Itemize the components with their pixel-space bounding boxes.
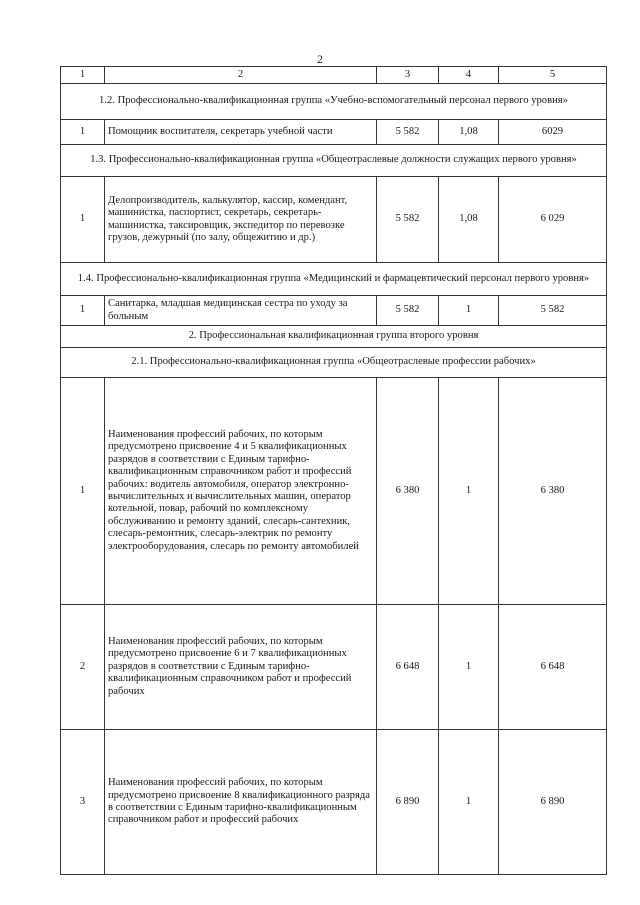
coefficient: 1 xyxy=(439,378,499,605)
row-number: 2 xyxy=(61,605,105,730)
coefficient: 1,08 xyxy=(439,177,499,263)
row-description: Наименования профессий рабочих, по которым предусмотрено присвоение 4 и 5 квалификационных разрядов в соответствии с Единым тарифно-квалификационным справочником работ и профессий рабочих: водитель автомобиля, оператор электронно-вычислительных и вычислительных машин, оператор котельной, повар, рабочий по комплексному обслуживанию и ремонту зданий, слесарь-сантехник, слесарь-ремонтник, слесарь-электрик по ремонту электрооборудования, слесарь по ремонту автомобилей xyxy=(105,378,377,605)
salary-total: 6 029 xyxy=(499,177,607,263)
coefficient: 1 xyxy=(439,730,499,875)
row-number: 1 xyxy=(61,378,105,605)
table-row xyxy=(61,296,607,326)
column-header: 2 xyxy=(105,67,377,84)
page-number: 2 xyxy=(317,52,323,66)
base-salary: 6 380 xyxy=(377,378,439,605)
coefficient: 1,08 xyxy=(439,120,499,145)
group-title-row xyxy=(61,263,607,296)
coefficient: 1 xyxy=(439,296,499,326)
row-number: 1 xyxy=(61,296,105,326)
salary-total: 5 582 xyxy=(499,296,607,326)
row-description: Санитарка, младшая медицинская сестра по уходу за больным xyxy=(105,296,377,326)
column-header: 3 xyxy=(377,67,439,84)
table-row xyxy=(61,120,607,145)
group-title-row xyxy=(61,84,607,120)
column-header: 1 xyxy=(61,67,105,84)
base-salary: 5 582 xyxy=(377,177,439,263)
base-salary: 5 582 xyxy=(377,120,439,145)
salary-total: 6029 xyxy=(499,120,607,145)
row-number: 1 xyxy=(61,120,105,145)
table-row xyxy=(61,730,607,875)
group-title: 1.4. Профессионально-квалификационная группа «Медицинский и фармацевтический персонал первого уровня» xyxy=(61,263,607,296)
column-header: 5 xyxy=(499,67,607,84)
coefficient: 1 xyxy=(439,605,499,730)
row-description: Наименования профессий рабочих, по которым предусмотрено присвоение 8 квалификационного разряда в соответствии с Единым тарифно-квалификационным справочником работ и профессий рабочих xyxy=(105,730,377,875)
salary-total: 6 890 xyxy=(499,730,607,875)
table-row xyxy=(61,177,607,263)
group-title-row xyxy=(61,348,607,378)
section-title: 2. Профессиональная квалификационная группа второго уровня xyxy=(61,326,607,348)
column-header: 4 xyxy=(439,67,499,84)
group-title-row xyxy=(61,145,607,177)
row-description: Делопроизводитель, калькулятор, кассир, комендант, машинистка, паспортист, секретарь, секретарь-машинистка, таксировщик, экспедитор по перевозке грузов, дежурный (по залу, общежитию и др.) xyxy=(105,177,377,263)
row-number: 3 xyxy=(61,730,105,875)
row-description: Наименования профессий рабочих, по которым предусмотрено присвоение 6 и 7 квалификационных разрядов в соответствии с Единым тарифно-квалификационным справочником работ и профессий рабочих xyxy=(105,605,377,730)
group-title: 1.2. Профессионально-квалификационная группа «Учебно-вспомогательный персонал первого уровня» xyxy=(61,84,607,120)
salary-total: 6 648 xyxy=(499,605,607,730)
row-description: Помощник воспитателя, секретарь учебной части xyxy=(105,120,377,145)
table-header-row xyxy=(61,67,607,84)
group-title: 1.3. Профессионально-квалификационная группа «Общеотраслевые должности служащих первого уровня» xyxy=(61,145,607,177)
base-salary: 6 890 xyxy=(377,730,439,875)
table-row xyxy=(61,605,607,730)
salary-total: 6 380 xyxy=(499,378,607,605)
group-title: 2.1. Профессионально-квалификационная группа «Общеотраслевые профессии рабочих» xyxy=(61,348,607,378)
table-row xyxy=(61,378,607,605)
section-title-row xyxy=(61,326,607,348)
base-salary: 5 582 xyxy=(377,296,439,326)
row-number: 1 xyxy=(61,177,105,263)
salary-table xyxy=(60,66,607,875)
base-salary: 6 648 xyxy=(377,605,439,730)
